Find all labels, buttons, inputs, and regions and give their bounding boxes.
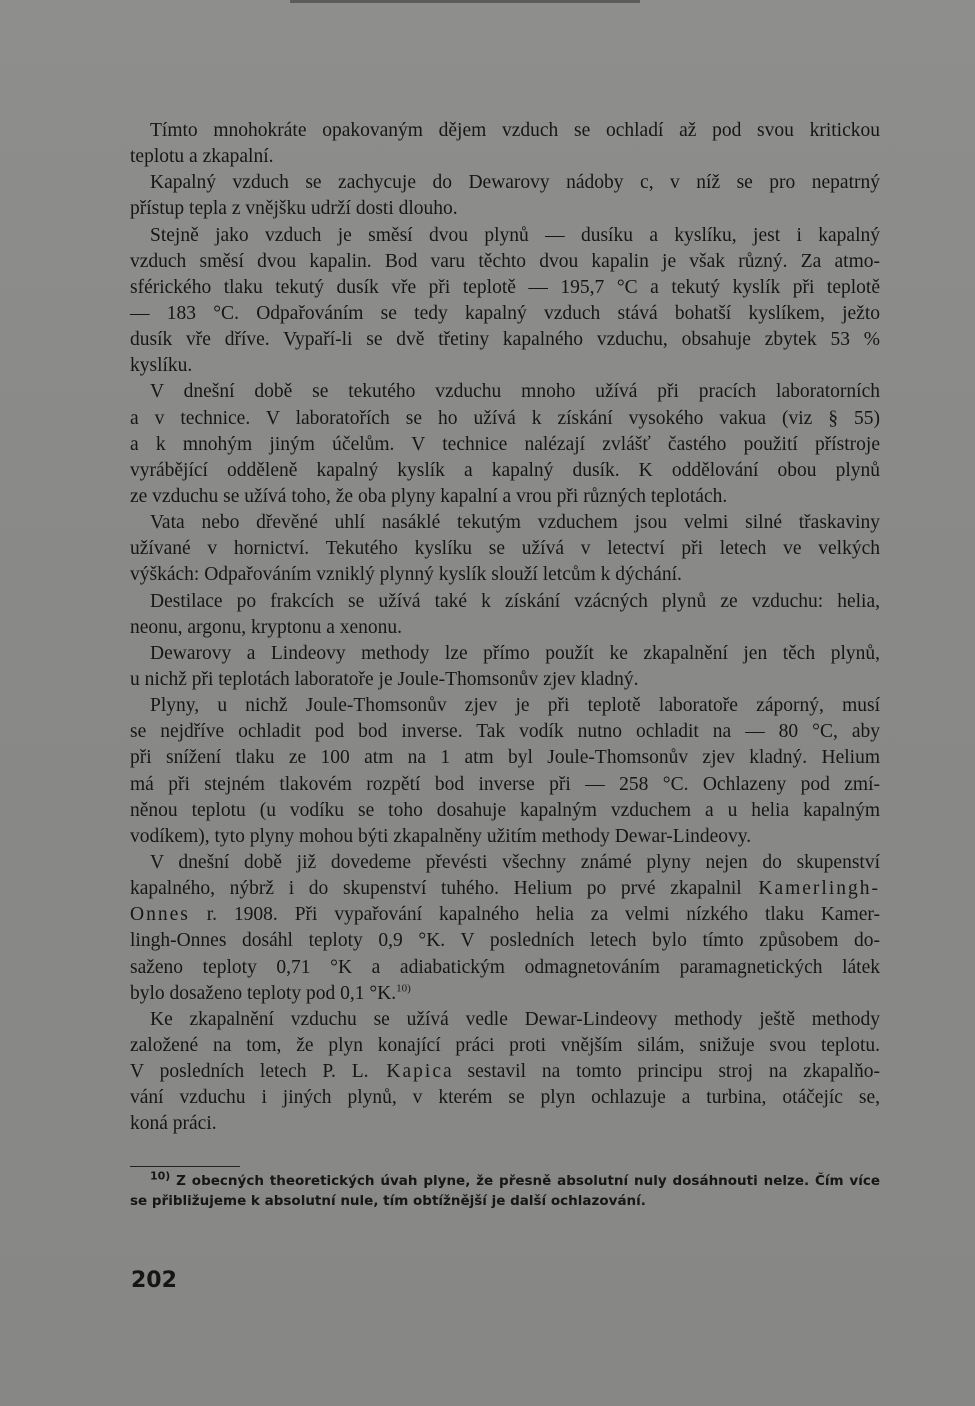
text-line: — 183 °C. Odpařováním se tedy kapalný vzduch stává bohatší kyslíkem, ježto bbox=[130, 302, 880, 324]
text-line: Kapalný vzduch se zachycuje do Dewarovy nádoby c, v níž se pro nepatrný bbox=[150, 172, 880, 194]
text-line: Stejně jako vzduch je směsí dvou plynů — dusíku a kyslíku, jest i kapalný bbox=[150, 224, 880, 246]
text-line: užívané v hornictví. Tekutého kyslíku se užívá v letectví při letech ve velkých bbox=[130, 538, 880, 560]
footnote bbox=[130, 1171, 880, 1211]
spaced-name: Onnes bbox=[130, 904, 190, 926]
text-line: kapalného, nýbrž i do skupenství tuhého. Helium po prvé zkapalnil Kamerlingh- bbox=[130, 878, 880, 900]
text-line: V dnešní době již dovedeme převésti všechny známé plyny nejen do skupenství bbox=[150, 851, 880, 873]
text-line: u nichž při teplotách laboratoře je Joule-Thomsonův zjev kladný. bbox=[130, 668, 639, 690]
page-number: 202 bbox=[131, 1268, 177, 1293]
text-line: V posledních letech P. L. Kapica sestavil na tomto principu stroj na zkapalňo- bbox=[130, 1061, 880, 1083]
text-line: vzduch směsí dvou kapalin. Bod varu těchto dvou kapalin je však různý. Za atmo- bbox=[130, 250, 880, 272]
text-line: založené na tom, že plyn konající práci proti vnějším silám, snižuje svou teplotu. bbox=[130, 1034, 880, 1056]
footnote-marker: 10) bbox=[150, 1169, 171, 1183]
text-line: Tímto mnohokráte opakovaným dějem vzduch se ochladí až pod svou kritickou bbox=[150, 120, 880, 141]
footnote-reference: 10) bbox=[396, 982, 411, 995]
footnote-rule bbox=[130, 1166, 240, 1167]
text-line: vání vzduchu i jiných plynů, v kterém se plyn ochlazuje a turbina, otáčejíc se, bbox=[130, 1087, 880, 1109]
text-line: sférického tlaku tekutý dusík vře při teplotě — 195,7 °C a tekutý kyslík při teplotě bbox=[130, 276, 880, 298]
text-line: a k mnohým jiným účelům. V technice nalézají zvlášť častého použití přístroje bbox=[130, 433, 880, 455]
text-line: kyslíku. bbox=[130, 355, 193, 377]
text-line: lingh-Onnes dosáhl teploty 0,9 °K. V posledních letech bylo tímto způsobem do- bbox=[130, 930, 880, 952]
text-line: teplotu a zkapalní. bbox=[130, 146, 274, 168]
text-line: přístup tepla z vnějšku udrží dosti dlouho. bbox=[130, 198, 458, 220]
text-line: V dnešní době se tekutého vzduchu mnoho užívá při pracích laboratorních bbox=[150, 381, 880, 403]
text-line: saženo teploty 0,71 °K a adiabatickým odmagnetováním paramagnetických látek bbox=[130, 956, 880, 978]
text-line: Dewarovy a Lindeovy methody lze přímo použít ke zkapalnění jen těch plynů, bbox=[150, 642, 880, 664]
text-line: výškách: Odpařováním vzniklý plynný kyslík slouží letcům k dýchání. bbox=[130, 564, 682, 586]
text-line: vyrábějící odděleně kapalný kyslík a kapalný dusík. K oddělování obou plynů bbox=[130, 459, 880, 481]
footnote-line: se přibližujeme k absolutní nule, tím obtížnější je další ochlazování. bbox=[130, 1193, 646, 1209]
text-line: dusík vře dříve. Vypaří-li se dvě třetiny kapalného vzduchu, obsahuje zbytek 53 % bbox=[130, 329, 880, 351]
text-line: Ke zkapalnění vzduchu se užívá vedle Dewar-Lindeovy methody ještě methody bbox=[150, 1008, 880, 1030]
text-line: Vata nebo dřevěné uhlí nasáklé tekutým vzduchem jsou velmi silné třaskaviny bbox=[150, 512, 880, 534]
body-text bbox=[130, 118, 880, 1137]
text-line: koná práci. bbox=[130, 1113, 217, 1135]
text-line: má při stejném tlakovém rozpětí bod inverse při — 258 °C. Ochlazeny pod zmí- bbox=[130, 773, 880, 795]
footnote-line bbox=[130, 1171, 880, 1191]
text-line: vodíkem), tyto plyny mohou býti zkapalněny užitím methody Dewar-Lindeovy. bbox=[130, 825, 752, 847]
text-line: Plyny, u nichž Joule-Thomsonův zjev je při teplotě laboratoře záporný, musí bbox=[150, 695, 880, 717]
text-line: něnou teplotu (u vodíku se toho dosahuje kapalným vzduchem a u helia kapalným bbox=[130, 799, 880, 821]
text-line: při snížení tlaku ze 100 atm na 1 atm byl Joule-Thomsonův zjev kladný. Helium bbox=[130, 747, 880, 769]
spaced-name: Kapic bbox=[368, 1061, 443, 1083]
text-line: se nejdříve ochladit pod bod inverse. Tak vodík nutno ochladit na — 80 °C, aby bbox=[130, 721, 880, 743]
text-line: Destilace po frakcích se užívá také k získání vzácných plynů ze vzduchu: helia, bbox=[150, 590, 880, 612]
text-line: bylo dosaženo teploty pod 0,1 °K.$^{10)}$ bbox=[130, 982, 411, 1004]
text-line: a v technice. V laboratořích se ho užívá k získání vysokého vakua (viz § 55) bbox=[130, 407, 880, 429]
spaced-name: Kamerlingh- bbox=[741, 878, 880, 900]
text-line: ze vzduchu se užívá toho, že oba plyny kapalní a vrou při různých teplotách. bbox=[130, 485, 728, 507]
footnote-text: Z obecných theoretických úvah plyne, že přesně absolutní nuly dosáhnouti nelze. Čím více bbox=[170, 1173, 880, 1189]
text-line: Onnes r. 1908. Při vypařování kapalného helia za velmi nízkého tlaku Kamer- bbox=[130, 904, 880, 926]
top-edge-line bbox=[290, 0, 640, 3]
text-line: neonu, argonu, kryptonu a xenonu. bbox=[130, 616, 403, 638]
